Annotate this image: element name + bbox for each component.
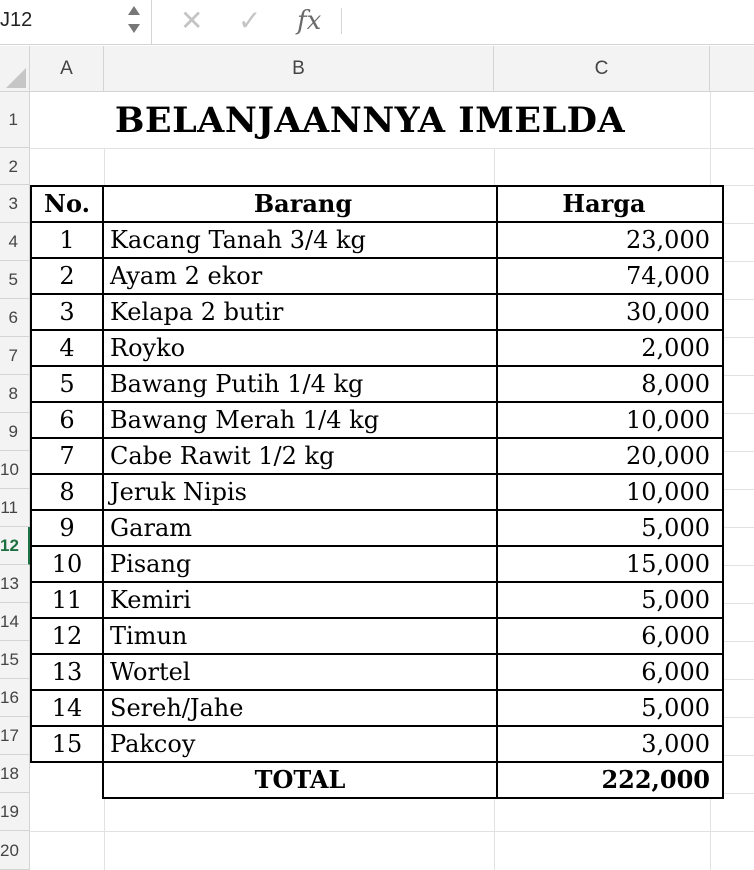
total-blank-cell[interactable]	[31, 762, 103, 798]
table-row	[31, 438, 723, 474]
item-number[interactable]: 10	[31, 546, 103, 582]
row-header[interactable]: 3	[0, 185, 30, 223]
grid-line	[30, 148, 754, 149]
column-header-a[interactable]: A	[30, 46, 104, 92]
table-row	[31, 474, 723, 510]
table-row	[31, 690, 723, 726]
row-header[interactable]: 11	[0, 489, 30, 527]
item-number[interactable]: 1	[31, 222, 103, 258]
item-name[interactable]: Wortel	[103, 654, 497, 690]
item-name[interactable]: Jeruk Nipis	[103, 474, 497, 510]
table-row	[31, 546, 723, 582]
item-price[interactable]: 5,000	[497, 582, 723, 618]
row-header[interactable]: 18	[0, 755, 30, 793]
row-header[interactable]: 20	[0, 831, 30, 870]
table-row	[31, 402, 723, 438]
name-box[interactable]	[0, 0, 152, 44]
total-row	[31, 762, 723, 798]
item-price[interactable]: 23,000	[497, 222, 723, 258]
row-header[interactable]: 13	[0, 565, 30, 603]
item-price[interactable]: 10,000	[497, 402, 723, 438]
item-number[interactable]: 3	[31, 294, 103, 330]
row-header[interactable]: 6	[0, 299, 30, 337]
item-price[interactable]: 20,000	[497, 438, 723, 474]
row-header[interactable]: 2	[0, 148, 30, 185]
item-price[interactable]: 74,000	[497, 258, 723, 294]
table-row	[31, 258, 723, 294]
row-header[interactable]: 7	[0, 337, 30, 375]
column-header-d[interactable]	[710, 46, 754, 92]
row-header[interactable]: 14	[0, 603, 30, 641]
header-item[interactable]: Barang	[103, 186, 497, 222]
item-name[interactable]: Bawang Putih 1/4 kg	[103, 366, 497, 402]
item-name[interactable]: Cabe Rawit 1/2 kg	[103, 438, 497, 474]
row-header[interactable]: 12	[0, 527, 30, 565]
name-box-value[interactable]: J12	[0, 9, 33, 31]
item-name[interactable]: Royko	[103, 330, 497, 366]
item-number[interactable]: 12	[31, 618, 103, 654]
item-number[interactable]: 4	[31, 330, 103, 366]
item-number[interactable]: 13	[31, 654, 103, 690]
item-name[interactable]: Bawang Merah 1/4 kg	[103, 402, 497, 438]
chevron-up-icon[interactable]	[128, 6, 140, 15]
item-name[interactable]: Sereh/Jahe	[103, 690, 497, 726]
table-row	[31, 222, 723, 258]
table-row	[31, 294, 723, 330]
sheet-title[interactable]: BELANJAANNYA IMELDA	[30, 92, 710, 148]
row-header[interactable]: 16	[0, 679, 30, 717]
formula-bar	[0, 0, 754, 45]
grid-line	[30, 831, 754, 832]
item-price[interactable]: 3,000	[497, 726, 723, 762]
column-header-c[interactable]: C	[494, 46, 710, 92]
table-row	[31, 726, 723, 762]
row-header[interactable]: 8	[0, 375, 30, 413]
table-row	[31, 510, 723, 546]
item-name[interactable]: Kemiri	[103, 582, 497, 618]
table-row	[31, 618, 723, 654]
close-icon[interactable]: ✕	[180, 5, 204, 36]
row-header[interactable]: 19	[0, 793, 30, 831]
item-number[interactable]: 2	[31, 258, 103, 294]
select-all-corner[interactable]	[0, 46, 30, 92]
item-name[interactable]: Ayam 2 ekor	[103, 258, 497, 294]
item-name[interactable]: Garam	[103, 510, 497, 546]
item-price[interactable]: 10,000	[497, 474, 723, 510]
item-number[interactable]: 15	[31, 726, 103, 762]
item-number[interactable]: 8	[31, 474, 103, 510]
checkmark-icon[interactable]: ✓	[238, 5, 262, 36]
table-row	[31, 654, 723, 690]
row-header[interactable]: 10	[0, 451, 30, 489]
column-header-b[interactable]: B	[104, 46, 494, 92]
table-header-row	[31, 186, 723, 222]
row-header[interactable]: 17	[0, 717, 30, 755]
name-box-stepper[interactable]	[126, 2, 144, 40]
header-no[interactable]: No.	[31, 186, 103, 222]
chevron-down-icon[interactable]	[128, 24, 140, 33]
row-header[interactable]: 9	[0, 413, 30, 451]
row-header[interactable]: 15	[0, 641, 30, 679]
item-number[interactable]: 7	[31, 438, 103, 474]
item-number[interactable]: 6	[31, 402, 103, 438]
total-label[interactable]: TOTAL	[103, 762, 497, 798]
item-price[interactable]: 6,000	[497, 618, 723, 654]
table-row	[31, 582, 723, 618]
item-name[interactable]: Timun	[103, 618, 497, 654]
item-price[interactable]: 30,000	[497, 294, 723, 330]
item-price[interactable]: 2,000	[497, 330, 723, 366]
total-value[interactable]: 222,000	[497, 762, 723, 798]
item-price[interactable]: 6,000	[497, 654, 723, 690]
item-number[interactable]: 14	[31, 690, 103, 726]
row-header[interactable]: 1	[0, 92, 30, 148]
header-price[interactable]: Harga	[497, 186, 723, 222]
table-row	[31, 330, 723, 366]
row-header[interactable]: 4	[0, 223, 30, 261]
item-price[interactable]: 5,000	[497, 510, 723, 546]
row-header[interactable]: 5	[0, 261, 30, 299]
function-icon[interactable]: fx	[297, 6, 322, 36]
item-price[interactable]: 8,000	[497, 366, 723, 402]
item-name[interactable]: Kelapa 2 butir	[103, 294, 497, 330]
item-price[interactable]: 5,000	[497, 690, 723, 726]
table-row	[31, 366, 723, 402]
item-number[interactable]: 9	[31, 510, 103, 546]
item-number[interactable]: 5	[31, 366, 103, 402]
shopping-table	[30, 185, 724, 799]
item-number[interactable]: 11	[31, 582, 103, 618]
item-price[interactable]: 15,000	[497, 546, 723, 582]
item-name[interactable]: Kacang Tanah 3/4 kg	[103, 222, 497, 258]
formula-bar-divider	[341, 8, 342, 34]
item-name[interactable]: Pisang	[103, 546, 497, 582]
item-name[interactable]: Pakcoy	[103, 726, 497, 762]
